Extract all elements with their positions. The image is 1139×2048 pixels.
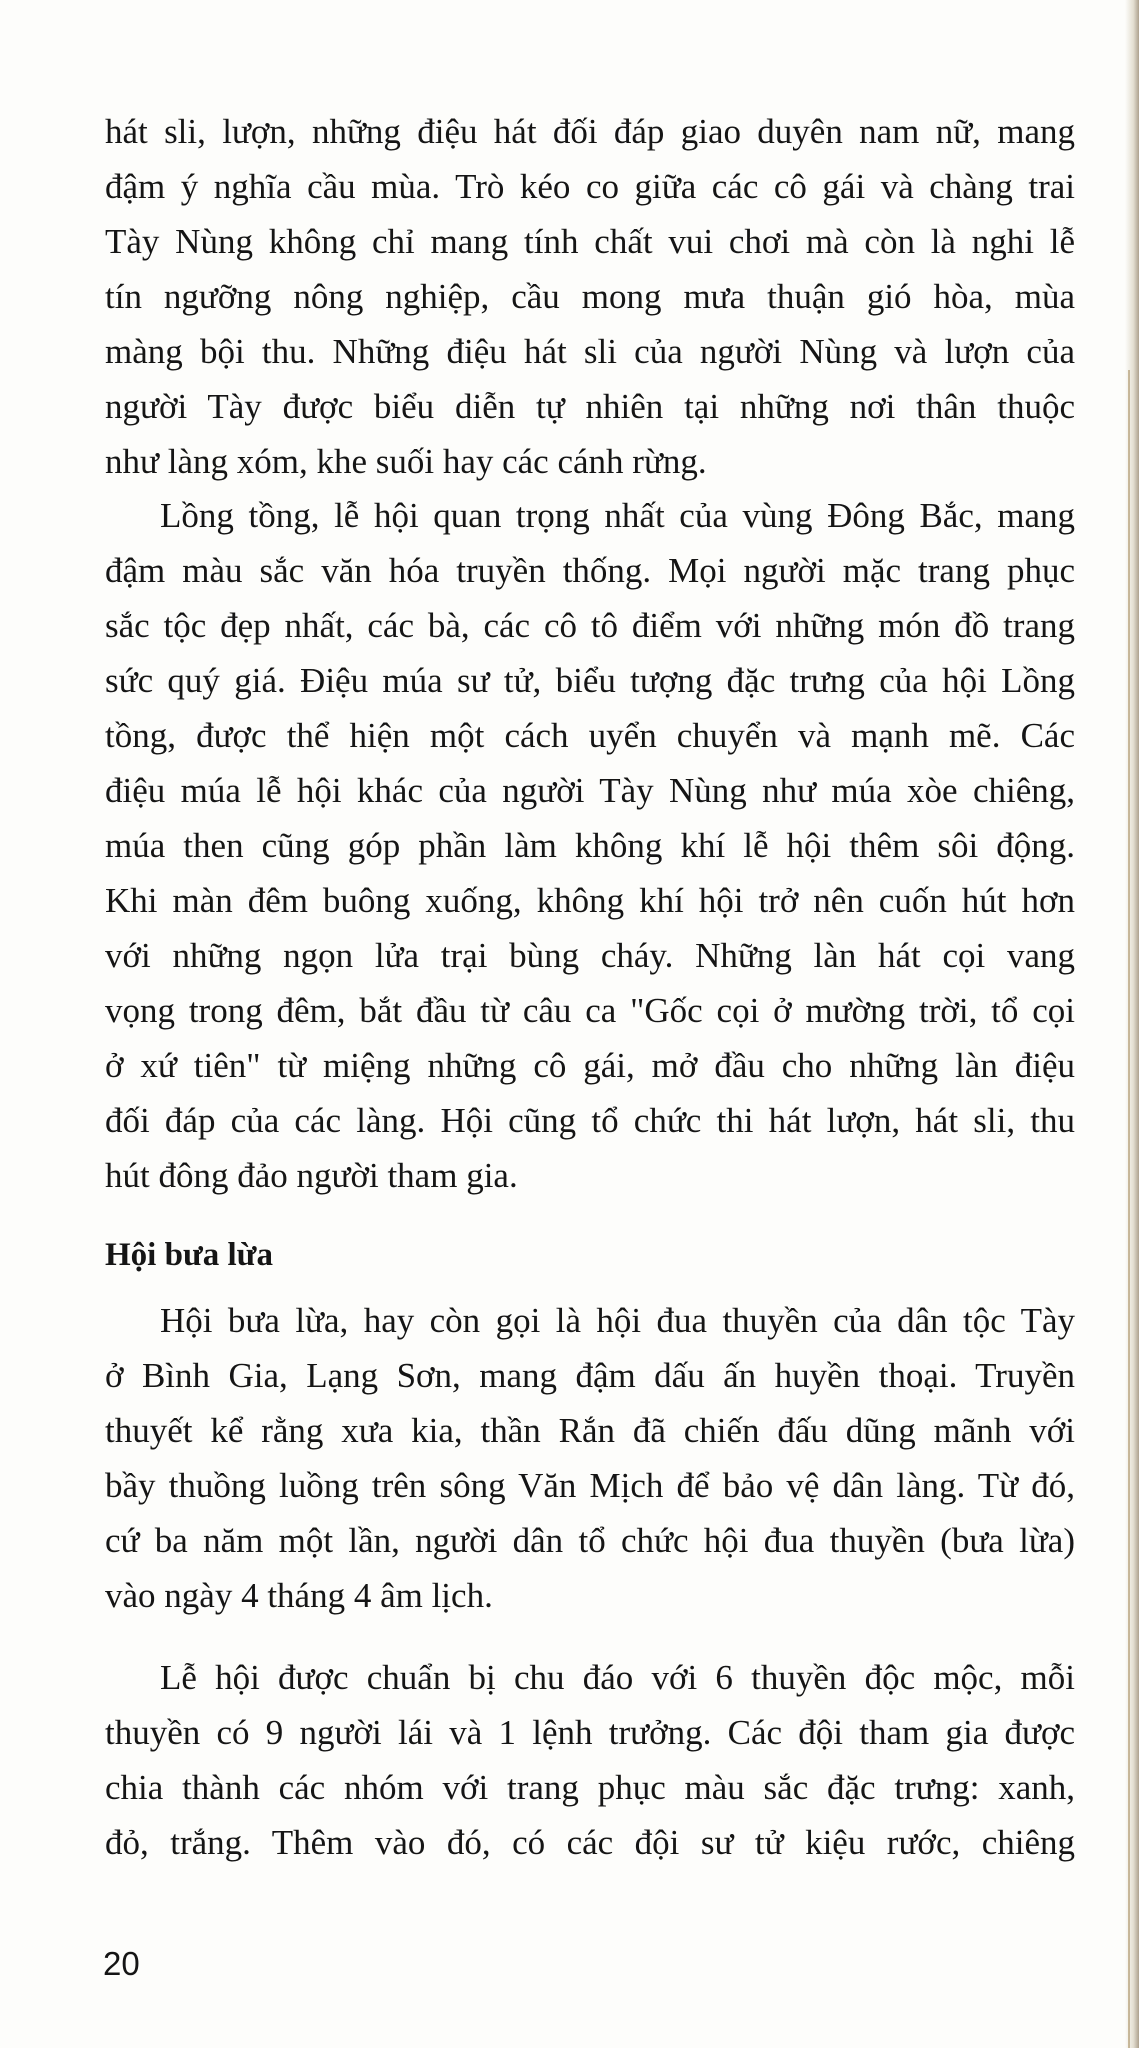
text-line: với những ngọn lửa trại bùng cháy. Những làn hát cọi vang	[105, 936, 1075, 975]
text-line: vọng trong đêm, bắt đầu từ câu ca "Gốc cọi ở mường trời, tổ cọi	[105, 991, 1075, 1030]
text-line: vào ngày 4 tháng 4 âm lịch.	[105, 1576, 493, 1615]
text-line: bầy thuồng luồng trên sông Văn Mịch để bảo vệ dân làng. Từ đó,	[105, 1466, 1075, 1505]
text-line: màng bội thu. Những điệu hát sli của người Nùng và lượn của	[105, 332, 1075, 371]
text-line: Lồng tồng, lễ hội quan trọng nhất của vùng Đông Bắc, mang	[160, 496, 1075, 535]
text-line: người Tày được biểu diễn tự nhiên tại những nơi thân thuộc	[105, 387, 1075, 426]
text-line: đậm màu sắc văn hóa truyền thống. Mọi người mặc trang phục	[105, 551, 1075, 590]
text-line: Hội bưa lừa, hay còn gọi là hội đua thuyền của dân tộc Tày	[160, 1301, 1075, 1340]
text-line: Tày Nùng không chỉ mang tính chất vui chơi mà còn là nghi lễ	[105, 222, 1075, 261]
text-line: ở Bình Gia, Lạng Sơn, mang đậm dấu ấn huyền thoại. Truyền	[105, 1356, 1075, 1395]
text-line: như làng xóm, khe suối hay các cánh rừng.	[105, 442, 707, 481]
text-line: tồng, được thể hiện một cách uyển chuyển và mạnh mẽ. Các	[105, 716, 1075, 755]
text-line: chia thành các nhóm với trang phục màu sắc đặc trưng: xanh,	[105, 1768, 1075, 1807]
text-line: múa then cũng góp phần làm không khí lễ hội thêm sôi động.	[105, 826, 1075, 865]
page-edge-line	[1128, 370, 1130, 2048]
text-line: ở xứ tiên" từ miệng những cô gái, mở đầu cho những làn điệu	[105, 1046, 1075, 1085]
paragraph-3	[105, 1293, 1075, 1623]
paragraph-1	[105, 104, 1075, 489]
text-line: sức quý giá. Điệu múa sư tử, biểu tượng đặc trưng của hội Lồng	[105, 661, 1075, 700]
text-line: tín ngưỡng nông nghiệp, cầu mong mưa thuận gió hòa, mùa	[105, 277, 1075, 316]
section-heading: Hội bưa lừa	[105, 1237, 273, 1273]
text-line: đỏ, trắng. Thêm vào đó, có các đội sư tử kiệu rước, chiêng	[105, 1823, 1075, 1862]
text-line: Khi màn đêm buông xuống, không khí hội trở nên cuốn hút hơn	[105, 881, 1075, 920]
paragraph-2	[105, 488, 1075, 1203]
text-line: đối đáp của các làng. Hội cũng tổ chức thi hát lượn, hát sli, thu	[105, 1101, 1075, 1140]
text-line: sắc tộc đẹp nhất, các bà, các cô tô điểm với những món đồ trang	[105, 606, 1075, 645]
text-line: Lễ hội được chuẩn bị chu đáo với 6 thuyền độc mộc, mỗi	[160, 1658, 1075, 1697]
text-line: đậm ý nghĩa cầu mùa. Trò kéo co giữa các cô gái và chàng trai	[105, 167, 1075, 206]
paragraph-4	[105, 1650, 1075, 1870]
text-line: hút đông đảo người tham gia.	[105, 1156, 518, 1195]
text-line: thuyết kể rằng xưa kia, thần Rắn đã chiến đấu dũng mãnh với	[105, 1411, 1075, 1450]
page-number: 20	[103, 1945, 140, 1982]
text-line: hát sli, lượn, những điệu hát đối đáp giao duyên nam nữ, mang	[105, 112, 1075, 151]
text-line: cứ ba năm một lần, người dân tổ chức hội đua thuyền (bưa lừa)	[105, 1521, 1075, 1560]
text-line: thuyền có 9 người lái và 1 lệnh trưởng. Các đội tham gia được	[105, 1713, 1075, 1752]
text-line: điệu múa lễ hội khác của người Tày Nùng như múa xòe chiêng,	[105, 771, 1075, 810]
